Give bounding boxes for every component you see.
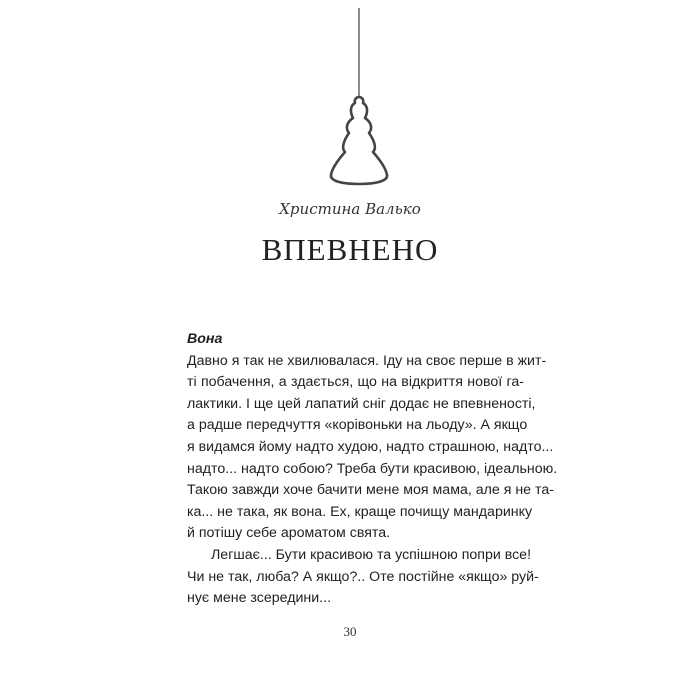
body-text <box>187 329 558 610</box>
text-line: я видамся йому надто худою, надто страшною, надто... <box>187 438 554 455</box>
author-name: Христина Валько <box>279 200 421 218</box>
text-line: лактики. І ще цей лапатий сніг додає не впевненості, <box>187 395 536 412</box>
christmas-tree-ornament-icon <box>320 0 400 190</box>
speaker-label: Вона <box>187 331 223 347</box>
text-line: надто... надто собою? Треба бути красивою, ідеальною. <box>187 460 558 477</box>
page-title: ВПЕВНЕНО <box>261 232 439 267</box>
page-number: 30 <box>343 624 357 639</box>
text-line: Давно я так не хвилювалася. Іду на своє перше в жит- <box>187 352 547 369</box>
text-line: ті побачення, а здається, що на відкриття нової га- <box>187 374 524 391</box>
text-line: ка... не така, як вона. Ех, краще почищу мандаринку <box>187 503 533 520</box>
text-line: а радше передчуття «корівоньки на льоду». А якщо <box>187 417 528 434</box>
text-line: й потішу себе ароматом свята. <box>187 525 391 542</box>
text-line: Такою завжди хоче бачити мене моя мама, але я не та- <box>187 482 554 499</box>
text-line: нує мене зсередини... <box>187 590 332 607</box>
text-line: Чи не так, люба? А якщо?.. Оте постійне «якщо» руй- <box>187 568 539 585</box>
text-line: Легшає... Бути красивою та успішною попри все! <box>211 546 532 563</box>
